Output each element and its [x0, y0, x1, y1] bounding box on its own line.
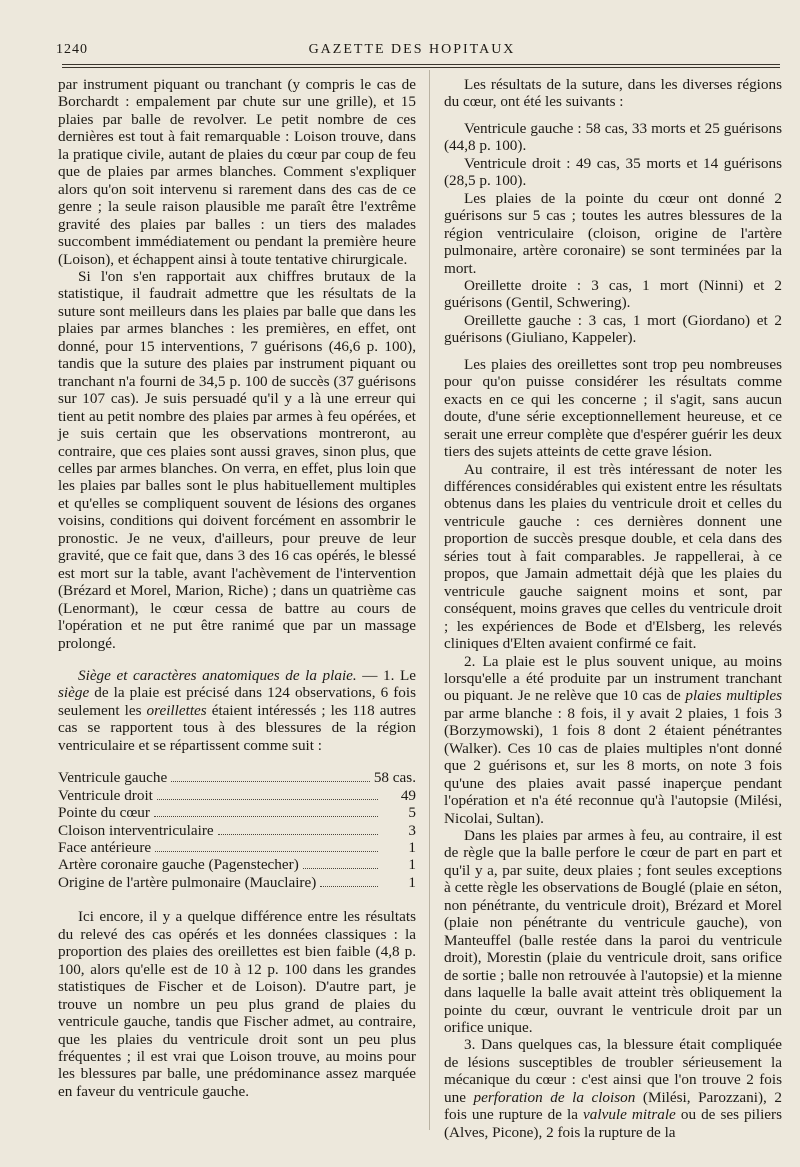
- paragraph: Ici encore, il y a quelque différence entre les résultats du relevé des cas opérés et les données classiques : la proportion des plaies des oreillettes est bien faible (4,8 p. 100, alors qu'elle est de 10 à 12 p. 100 dans les grandes statistiques de Fischer et de Loison). D'autre part, je trouve un nombre un peu plus grand de plaies du ventricule gauche, tandis que Fischer admet, au contraire, que les plaies du ventricule droit sont un peu plus fréquentes ; il est vrai que Loison trouve, au moins pour les blessures par balle, une prédominance assez marquée en faveur du ventricule gauche.: [58, 908, 416, 1100]
- section-paragraph: Siège et caractères anatomiques de la plaie. — 1. Le siège de la plaie est précisé dans 124 observations, 6 fois seulement les oreillettes étaient intéressés ; les 118 autres cas se rapportent tous à des blessures de la région ventriculaire et se répartissent comme suit :: [58, 666, 416, 754]
- table-row: [58, 822, 416, 839]
- row-label: Ventricule gauche: [58, 769, 168, 787]
- row-label: Artère coronaire gauche (Pagenstecher): [58, 856, 299, 874]
- leader-dots: [303, 868, 378, 869]
- row-value: 1: [408, 839, 416, 857]
- leader-dots: [157, 799, 378, 800]
- row-value: 1: [408, 873, 416, 891]
- paragraph: par instrument piquant ou tranchant (y compris le cas de Borchardt : empalement par chute sur une grille), et 15 plaies par balle de revolver. Le petit nombre de ces dernières est tout à fait remarquable : Loison trouve, dans la pratique civile, autant de plaies du cœur par coup de feu que de plaies par armes blanches. Comment s'expliquer alors qu'on soit intervenu si rarement dans des cas de ce genre ; la seule raison plausible me paraît être l'extrême gravité des plaies par balles : un tiers des malades succombent immédiatement ou pendant la première heure (Loison), et échappent ainsi à toute tentative chirurgicale.: [58, 76, 416, 268]
- paragraph: Les résultats de la suture, dans les diverses régions du cœur, ont été les suivants :: [444, 76, 782, 111]
- paragraph: 2. La plaie est le plus souvent unique, au moins lorsqu'elle a été produite par un instrument tranchant ou piquant. Je ne relève que 10 cas de plaies multiples par arme blanche : 8 fois, il y avait 2 plaies, 1 fois 3 (Borzymowski), 1 fois 8 dont 2 étaient pénétrantes (Walker). Ces 10 cas de plaies multiples n'ont donné que 2 guérisons et, sur les 8 morts, on note 3 fois qu'une des plaies avait passé inaperçue pendant l'opération et n'a été reconnue qu'à l'autopsie (Milési, Nicolai, Sultan).: [444, 652, 782, 827]
- row-label: Ventricule droit: [58, 786, 153, 804]
- row-label: Origine de l'artère pulmonaire (Mauclaire): [58, 873, 317, 891]
- row-value: 58 cas.: [373, 769, 416, 787]
- row-label: Face antérieure: [58, 839, 152, 857]
- paragraph: Dans les plaies par armes à feu, au contraire, il est de règle que la balle perfore le cœur de part en part et qu'il y a, par suite, deux plaies ; font seules exceptions à cette règle les observations de Bouglé (plaie en séton, non pénétrante, du ventricule droit), Brézard et Morel (plaie non pénétrante du ventricule gauche), von Manteuffel (balle restée dans la paroi du ventricule droit), Morestin (plaie du ventricule droit, sans orifice de sortie ; balle non retrouvée à l'autopsie) et la mienne dans laquelle la balle avait atteint très obliquement la pointe du cœur, ouvrant le ventricule droit par un orifice unique.: [444, 827, 782, 1037]
- row-value: 49: [400, 786, 416, 804]
- leader-dots: [320, 886, 378, 887]
- right-column: [444, 76, 782, 1141]
- table-row: [58, 856, 416, 873]
- journal-title: GAZETTE DES HOPITAUX: [308, 42, 516, 57]
- row-label: Cloison interventriculaire: [58, 821, 214, 839]
- result-line: Oreillette gauche : 3 cas, 1 mort (Giordano) et 2 guérisons (Giuliano, Kappeler).: [444, 311, 782, 347]
- paragraph: Les plaies de la pointe du cœur ont donné 2 guérisons sur 5 cas ; toutes les autres blessures de la région ventriculaire (cloison, origine de l'artère pulmonaire, artère coronaire) se sont terminées par la mort.: [444, 189, 782, 277]
- left-column: [58, 76, 416, 1100]
- table-row: [58, 787, 416, 804]
- leader-dots: [218, 834, 378, 835]
- section-title: Siège et caractères anatomiques de la plaie.: [78, 666, 357, 684]
- leader-dots: [171, 781, 370, 782]
- result-line: Ventricule droit : 49 cas, 35 morts et 14 guérisons (28,5 p. 100).: [444, 154, 782, 190]
- column-separator: [429, 70, 430, 1130]
- paragraph: Si l'on s'en rapportait aux chiffres brutaux de la statistique, il faudrait admettre que les résultats de la suture sont meilleurs dans les plaies par balle que dans les plaies par armes blanches : les premières, en effet, ont donné, pour 15 interventions, 7 guérisons (46,6 p. 100), tandis que la suture des plaies par instrument piquant ou tranchant n'a fourni de 34,5 p. 100 de succès (37 guérisons sur 107 cas). Je suis persuadé qu'il y a là une erreur qui tient au petit nombre des plaies par armes à feu opérées, et je suis certain que les observations montreront, au contraire, que ces plaies sont aussi graves, sinon plus, que celles par armes blanches. On verra, en effet, plus loin que les plaies par balles sont le plus habituellement multiples et qu'elles se compliquent souvent de lésions des organes voisins, conditions qui doivent forcément en assombrir le pronostic. Je ne veux, d'ailleurs, pour preuve de leur gravité, que ce fait que, dans 3 des 16 cas opérés, le blessé est mort sur la table, avant l'achèvement de l'intervention (Brézard et Morel, Marion, Riche) ; dans un quatrième cas (Lenormant), le cœur cessa de battre au cours de l'opération et ne put être ranimé que par un massage prolongé.: [58, 267, 416, 652]
- table-row: [58, 874, 416, 891]
- row-value: 3: [408, 821, 416, 839]
- table-row: [58, 804, 416, 821]
- header-rule-top: [62, 64, 780, 65]
- result-line: Ventricule gauche : 58 cas, 33 morts et 25 guérisons (44,8 p. 100).: [444, 119, 782, 155]
- row-value: 5: [408, 804, 416, 822]
- page-number: 1240: [56, 42, 88, 57]
- header-rule-bottom: [62, 67, 780, 68]
- table-row: [58, 839, 416, 856]
- leader-dots: [155, 851, 378, 852]
- paragraph: Les plaies des oreillettes sont trop peu nombreuses pour qu'on puisse considérer les résultats comme exacts en ce qui les concerne ; il s'agit, sans aucun doute, d'une série exceptionnellement heureuse, et ce serait une erreur complète que d'espérer guérir les deux tiers des sujets atteints de cette grave lésion.: [444, 355, 782, 461]
- location-table: [58, 769, 416, 891]
- row-value: 1: [408, 856, 416, 874]
- row-label: Pointe du cœur: [58, 804, 150, 822]
- running-header: [56, 42, 768, 62]
- result-line: Oreillette droite : 3 cas, 1 mort (Ninni) et 2 guérisons (Gentil, Schwering).: [444, 276, 782, 312]
- table-row: [58, 769, 416, 786]
- leader-dots: [154, 816, 378, 817]
- paragraph: 3. Dans quelques cas, la blessure était compliquée de lésions susceptibles de troubler sérieusement la mécanique du cœur : c'est ainsi que l'on trouve 2 fois une perforation de la cloison (Milési, Parozzani), 2 fois une rupture de la valvule mitrale ou de ses piliers (Alves, Picone), 2 fois la rupture de la: [444, 1036, 782, 1141]
- paragraph: Au contraire, il est très intéressant de noter les différences considérables qui existent entre les résultats obtenus dans les plaies du ventricule droit et celles du ventricule gauche : ces dernières donnent une proportion de succès presque double, et cela dans des séries tout à fait comparables. Je rappellerai, à ce propos, que Jamain admettait déjà que les plaies du ventricule gauche saignent moins et sont, par conséquent, moins graves que celles du ventricule droit ; les expériences de Bode et d'Elsberg, les relevés cliniques d'Elten avaient confirmé ce fait.: [444, 460, 782, 653]
